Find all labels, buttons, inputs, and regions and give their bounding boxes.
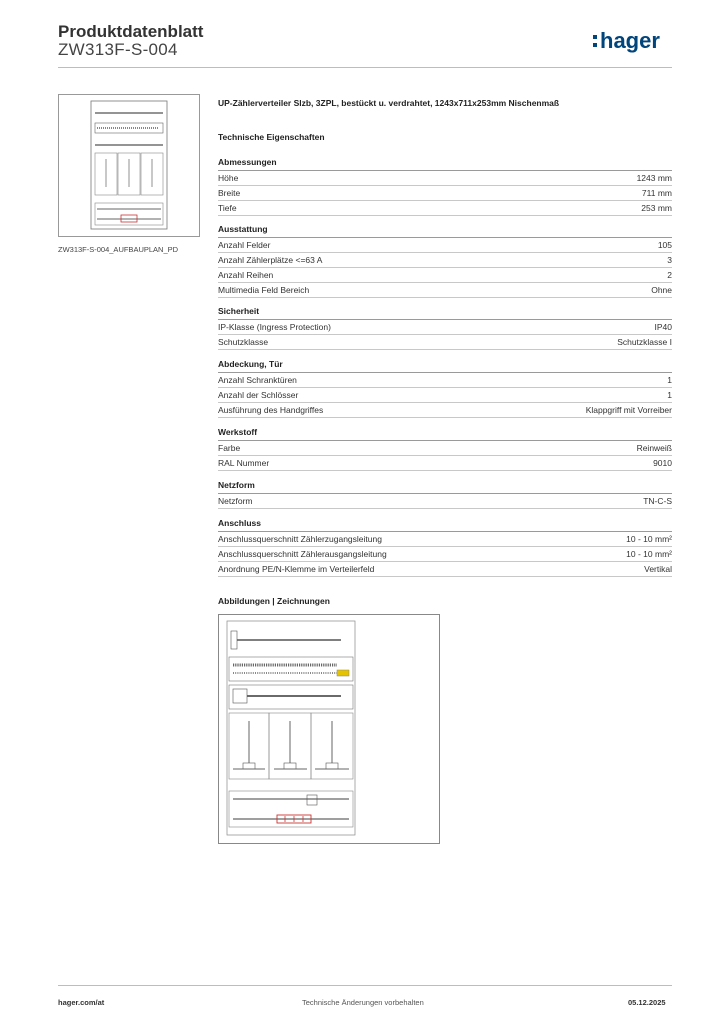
footer-divider: [58, 985, 672, 986]
technical-properties-heading: Technische Eigenschaften: [218, 132, 325, 142]
drawing-svg: [219, 615, 439, 843]
page-title: Produktdatenblatt: [58, 22, 204, 41]
spec-label: Anschlussquerschnitt Zählerzugangsleitung: [218, 534, 382, 544]
footer-date: 05.12.2025: [628, 998, 666, 1007]
spec-label: RAL Nummer: [218, 458, 270, 468]
spec-label: Anzahl Reihen: [218, 270, 274, 280]
spec-row: [218, 283, 672, 298]
spec-value: Reinweiß: [636, 443, 672, 453]
spec-value: 10 - 10 mm²: [626, 534, 672, 544]
spec-row: [218, 388, 672, 403]
section-sicherheit: [218, 306, 672, 350]
section-abdeckung-tuer: [218, 359, 672, 418]
section-title: Sicherheit: [218, 306, 672, 320]
spec-value: 253 mm: [641, 203, 672, 213]
spec-row: [218, 562, 672, 577]
spec-label: Multimedia Feld Bereich: [218, 285, 310, 295]
spec-label: Tiefe: [218, 203, 237, 213]
spec-row: [218, 532, 672, 547]
thumbnail-drawing: [59, 95, 199, 236]
spec-value: 1243 mm: [636, 173, 672, 183]
spec-value: 105: [657, 240, 672, 250]
spec-label: Breite: [218, 188, 241, 198]
spec-row: [218, 171, 672, 186]
spec-value: 1: [667, 375, 672, 385]
spec-label: Höhe: [218, 173, 239, 183]
spec-row: [218, 456, 672, 471]
spec-value: TN-C-S: [643, 496, 672, 506]
section-title: Abmessungen: [218, 157, 672, 171]
logo-dot-bottom: [593, 43, 597, 47]
product-drawing: [218, 614, 440, 844]
spec-row: [218, 547, 672, 562]
spec-label: Anschlussquerschnitt Zählerausgangsleitung: [218, 549, 387, 559]
spec-label: Anzahl Schranktüren: [218, 375, 297, 385]
spec-value: Schutzklasse I: [617, 337, 672, 347]
spec-label: Ausführung des Handgriffes: [218, 405, 324, 415]
spec-label: Schutzklasse: [218, 337, 269, 347]
product-thumbnail: [58, 94, 200, 237]
section-werkstoff: [218, 427, 672, 471]
spec-label: Anzahl Felder: [218, 240, 271, 250]
section-netzform: [218, 480, 672, 509]
spec-label: Farbe: [218, 443, 241, 453]
spec-row: [218, 201, 672, 216]
spec-value: Vertikal: [644, 564, 672, 574]
spec-row: [218, 238, 672, 253]
section-title: Abdeckung, Tür: [218, 359, 672, 373]
spec-row: [218, 373, 672, 388]
spec-value: 1: [667, 390, 672, 400]
spec-row: [218, 335, 672, 350]
product-code: ZW313F-S-004: [58, 40, 178, 59]
footer-note: Technische Änderungen vorbehalten: [302, 998, 424, 1007]
spec-row: [218, 186, 672, 201]
spec-row: [218, 268, 672, 283]
section-abmessungen: [218, 157, 672, 216]
spec-row: [218, 494, 672, 509]
spec-value: IP40: [654, 322, 672, 332]
spec-value: Klappgriff mit Vorreiber: [585, 405, 672, 415]
spec-row: [218, 441, 672, 456]
spec-value: 711 mm: [641, 188, 672, 198]
spec-value: Ohne: [651, 285, 672, 295]
spec-row: [218, 320, 672, 335]
section-title: Ausstattung: [218, 224, 672, 238]
logo-text: hager: [600, 28, 660, 53]
section-title: Netzform: [218, 480, 672, 494]
spec-label: Netzform: [218, 496, 253, 506]
spec-row: [218, 403, 672, 418]
drawings-heading: Abbildungen | Zeichnungen: [218, 596, 330, 606]
spec-value: 2: [667, 270, 672, 280]
spec-value: 10 - 10 mm²: [626, 549, 672, 559]
spec-value: 3: [667, 255, 672, 265]
section-anschluss: [218, 518, 672, 577]
section-title: Anschluss: [218, 518, 672, 532]
spec-label: IP-Klasse (Ingress Protection): [218, 322, 331, 332]
spec-row: [218, 253, 672, 268]
thumbnail-caption: ZW313F-S-004_AUFBAUPLAN_PD: [58, 245, 179, 254]
spec-label: Anzahl Zählerplätze <=63 A: [218, 255, 323, 265]
hager-logo: [592, 26, 676, 58]
spec-label: Anzahl der Schlösser: [218, 390, 299, 400]
product-title: UP-Zählerverteiler Slzb, 3ZPL, bestückt u. verdrahtet, 1243x711x253mm Nischenmaß: [218, 98, 560, 108]
section-ausstattung: [218, 224, 672, 298]
logo-dot-top: [593, 35, 597, 39]
header-divider: [58, 67, 672, 68]
section-title: Werkstoff: [218, 427, 672, 441]
footer-website[interactable]: hager.com/at: [58, 998, 105, 1007]
spec-label: Anordnung PE/N-Klemme im Verteilerfeld: [218, 564, 375, 574]
spec-value: 9010: [653, 458, 672, 468]
